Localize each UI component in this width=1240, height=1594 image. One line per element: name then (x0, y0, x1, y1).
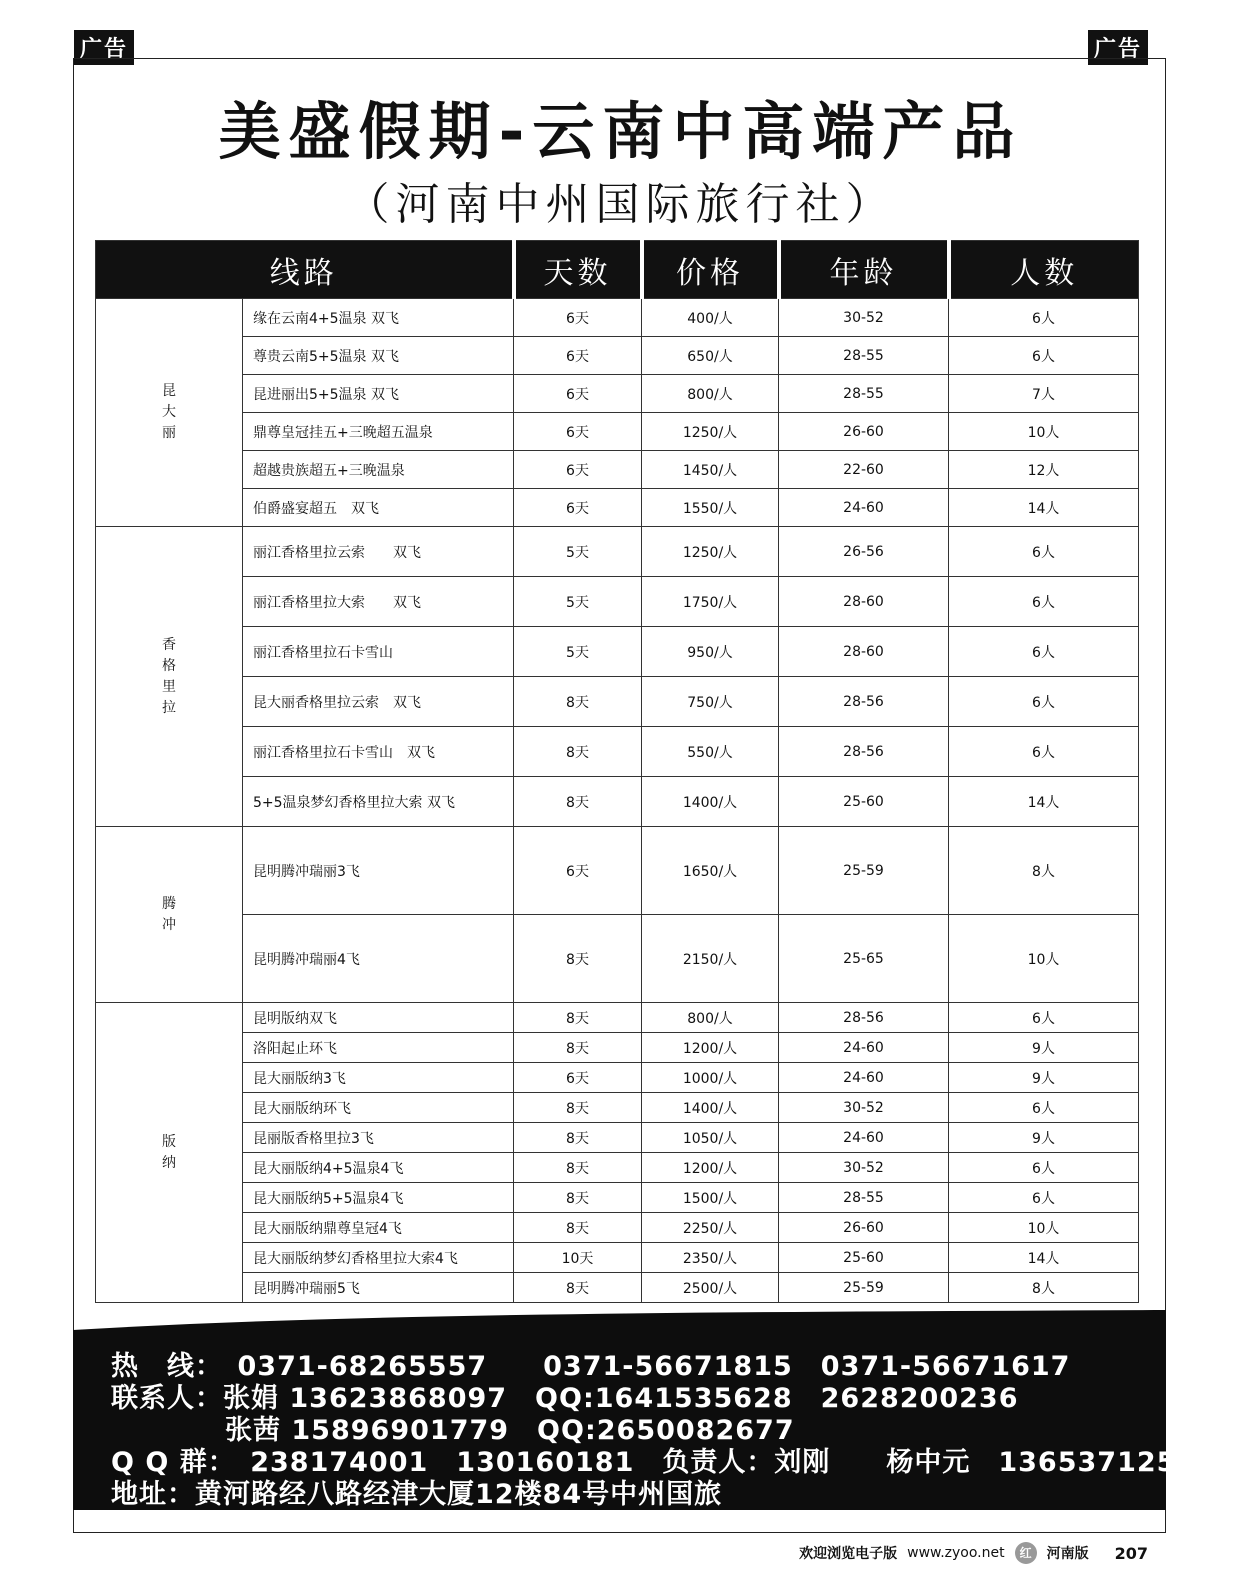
header-price: 价格 (642, 241, 779, 299)
price-cell: 1450/人 (642, 451, 779, 489)
people-cell: 6人 (949, 1183, 1139, 1213)
route-name: 昆大丽版纳5+5温泉4飞 (243, 1183, 514, 1213)
route-name: 昆明腾冲瑞丽5飞 (243, 1273, 514, 1303)
region-label (96, 527, 243, 827)
route-name: 丽江香格里拉石卡雪山 双飞 (243, 727, 514, 777)
table-row (96, 1243, 1139, 1273)
days-cell: 8天 (514, 727, 642, 777)
route-name: 昆进丽出5+5温泉 双飞 (243, 375, 514, 413)
price-cell: 1500/人 (642, 1183, 779, 1213)
price-cell: 2150/人 (642, 915, 779, 1003)
page-number: 207 (1114, 1543, 1148, 1563)
age-cell: 25-59 (779, 1273, 949, 1303)
route-name: 昆大丽版纳3飞 (243, 1063, 514, 1093)
days-cell: 8天 (514, 677, 642, 727)
age-cell: 30-52 (779, 299, 949, 337)
price-cell: 1400/人 (642, 777, 779, 827)
days-cell: 6天 (514, 299, 642, 337)
table-row (96, 451, 1139, 489)
price-cell: 400/人 (642, 299, 779, 337)
days-cell: 8天 (514, 1183, 642, 1213)
contact-line-1: 联系人：张娟 13623868097 QQ:1641535628 2628200236 (111, 1383, 1019, 1414)
address-line: 地址：黄河路经八路经津大厦12楼84号中州国旅 (111, 1479, 723, 1510)
table-row (96, 489, 1139, 527)
header-age: 年龄 (779, 241, 949, 299)
hotline-line: 热 线： 0371-68265557 0371-56671815 0371-56671617 (111, 1351, 1071, 1382)
table-row (96, 1033, 1139, 1063)
table-row (96, 1273, 1139, 1303)
price-cell: 1550/人 (642, 489, 779, 527)
people-cell: 9人 (949, 1033, 1139, 1063)
price-cell: 950/人 (642, 627, 779, 677)
price-cell: 650/人 (642, 337, 779, 375)
table-row (96, 299, 1139, 337)
age-cell: 28-56 (779, 677, 949, 727)
age-cell: 24-60 (779, 1033, 949, 1063)
route-name: 丽江香格里拉云索 双飞 (243, 527, 514, 577)
people-cell: 6人 (949, 627, 1139, 677)
table-row (96, 527, 1139, 577)
routes-table (95, 240, 1139, 1303)
days-cell: 8天 (514, 777, 642, 827)
days-cell: 5天 (514, 627, 642, 677)
price-cell: 1200/人 (642, 1153, 779, 1183)
days-cell: 8天 (514, 1213, 642, 1243)
table-row (96, 915, 1139, 1003)
days-cell: 5天 (514, 577, 642, 627)
route-name: 昆丽版香格里拉3飞 (243, 1123, 514, 1153)
days-cell: 8天 (514, 1153, 642, 1183)
route-name: 伯爵盛宴超五 双飞 (243, 489, 514, 527)
people-cell: 14人 (949, 489, 1139, 527)
route-name: 5+5温泉梦幻香格里拉大索 双飞 (243, 777, 514, 827)
people-cell: 8人 (949, 827, 1139, 915)
people-cell: 6人 (949, 1093, 1139, 1123)
price-cell: 2250/人 (642, 1213, 779, 1243)
people-cell: 9人 (949, 1123, 1139, 1153)
table-row (96, 677, 1139, 727)
header-people: 人数 (949, 241, 1139, 299)
people-cell: 6人 (949, 577, 1139, 627)
table-row (96, 827, 1139, 915)
table-row (96, 413, 1139, 451)
header-route: 线路 (96, 241, 514, 299)
table-row (96, 1063, 1139, 1093)
price-cell: 1200/人 (642, 1033, 779, 1063)
table-row (96, 375, 1139, 413)
table-row (96, 777, 1139, 827)
days-cell: 6天 (514, 1063, 642, 1093)
contact-panel (73, 1330, 1217, 1510)
people-cell: 9人 (949, 1063, 1139, 1093)
price-cell: 2500/人 (642, 1273, 779, 1303)
days-cell: 8天 (514, 1123, 642, 1153)
price-cell: 800/人 (642, 1003, 779, 1033)
people-cell: 6人 (949, 299, 1139, 337)
price-cell: 1650/人 (642, 827, 779, 915)
people-cell: 14人 (949, 1243, 1139, 1273)
age-cell: 24-60 (779, 489, 949, 527)
table-row (96, 337, 1139, 375)
route-name: 昆大丽版纳4+5温泉4飞 (243, 1153, 514, 1183)
days-cell: 6天 (514, 375, 642, 413)
route-name: 丽江香格里拉大索 双飞 (243, 577, 514, 627)
page-title: 美盛假期-云南中高端产品 (218, 95, 1023, 168)
people-cell: 6人 (949, 1003, 1139, 1033)
days-cell: 5天 (514, 527, 642, 577)
region-text: 版纳 (162, 1133, 176, 1171)
ad-tag-left: 广告 (74, 30, 134, 65)
route-name: 昆明腾冲瑞丽4飞 (243, 915, 514, 1003)
route-name: 昆大丽版纳梦幻香格里拉大索4飞 (243, 1243, 514, 1273)
price-cell: 1750/人 (642, 577, 779, 627)
days-cell: 8天 (514, 1273, 642, 1303)
region-label (96, 299, 243, 527)
days-cell: 10天 (514, 1243, 642, 1273)
footer-edition: 河南版 (1046, 1546, 1089, 1562)
age-cell: 28-55 (779, 375, 949, 413)
people-cell: 10人 (949, 413, 1139, 451)
people-cell: 12人 (949, 451, 1139, 489)
age-cell: 30-52 (779, 1153, 949, 1183)
people-cell: 6人 (949, 1153, 1139, 1183)
people-cell: 8人 (949, 1273, 1139, 1303)
price-cell: 1400/人 (642, 1093, 779, 1123)
route-name: 昆明版纳双飞 (243, 1003, 514, 1033)
route-name: 昆大丽版纳环飞 (243, 1093, 514, 1123)
age-cell: 24-60 (779, 1063, 949, 1093)
price-cell: 2350/人 (642, 1243, 779, 1273)
people-cell: 6人 (949, 337, 1139, 375)
table-row (96, 577, 1139, 627)
price-cell: 1000/人 (642, 1063, 779, 1093)
contact-line-2: 张茜 15896901779 QQ:2650082677 (225, 1415, 795, 1446)
table-row (96, 1123, 1139, 1153)
price-cell: 800/人 (642, 375, 779, 413)
age-cell: 24-60 (779, 1123, 949, 1153)
ad-tag-right: 广告 (1088, 30, 1148, 65)
age-cell: 28-60 (779, 627, 949, 677)
people-cell: 14人 (949, 777, 1139, 827)
price-cell: 550/人 (642, 727, 779, 777)
table-row (96, 1003, 1139, 1033)
region-label (96, 1003, 243, 1303)
table-row (96, 627, 1139, 677)
age-cell: 25-60 (779, 777, 949, 827)
route-name: 超越贵族超五+三晚温泉 (243, 451, 514, 489)
region-label (96, 827, 243, 1003)
price-cell: 1250/人 (642, 527, 779, 577)
region-text: 香格里拉 (162, 636, 176, 716)
table-row (96, 1213, 1139, 1243)
route-name: 昆大丽版纳鼎尊皇冠4飞 (243, 1213, 514, 1243)
page-footer (799, 1542, 1148, 1564)
qq-group-line: Q Q 群： 238174001 130160181 负责人：刘刚 杨中元 13653712583 (111, 1447, 1217, 1478)
people-cell: 10人 (949, 1213, 1139, 1243)
people-cell: 7人 (949, 375, 1139, 413)
table-row (96, 1093, 1139, 1123)
route-name: 缘在云南4+5温泉 双飞 (243, 299, 514, 337)
edition-logo-icon: 红 (1015, 1542, 1037, 1564)
route-name: 鼎尊皇冠挂五+三晚超五温泉 (243, 413, 514, 451)
region-text: 昆大丽 (162, 383, 176, 441)
table-row (96, 1153, 1139, 1183)
routes-body (96, 299, 1139, 1303)
price-cell: 750/人 (642, 677, 779, 727)
footer-welcome: 欢迎浏览电子版 (799, 1546, 898, 1562)
route-name: 昆明腾冲瑞丽3飞 (243, 827, 514, 915)
age-cell: 26-60 (779, 413, 949, 451)
region-text: 腾冲 (162, 895, 176, 933)
route-name: 丽江香格里拉石卡雪山 (243, 627, 514, 677)
days-cell: 8天 (514, 915, 642, 1003)
route-name: 洛阳起止环飞 (243, 1033, 514, 1063)
days-cell: 8天 (514, 1033, 642, 1063)
days-cell: 6天 (514, 413, 642, 451)
days-cell: 6天 (514, 337, 642, 375)
footer-url[interactable]: www.zyoo.net (907, 1545, 1005, 1561)
age-cell: 28-60 (779, 577, 949, 627)
people-cell: 6人 (949, 527, 1139, 577)
people-cell: 6人 (949, 677, 1139, 727)
age-cell: 25-60 (779, 1243, 949, 1273)
age-cell: 22-60 (779, 451, 949, 489)
table-row (96, 1183, 1139, 1213)
page-subtitle: （河南中州国际旅行社） (345, 179, 896, 230)
age-cell: 28-55 (779, 337, 949, 375)
people-cell: 10人 (949, 915, 1139, 1003)
table-header-row (96, 241, 1139, 299)
age-cell: 26-60 (779, 1213, 949, 1243)
age-cell: 28-56 (779, 1003, 949, 1033)
table-row (96, 727, 1139, 777)
route-name: 尊贵云南5+5温泉 双飞 (243, 337, 514, 375)
days-cell: 6天 (514, 451, 642, 489)
days-cell: 6天 (514, 827, 642, 915)
age-cell: 25-65 (779, 915, 949, 1003)
price-cell: 1050/人 (642, 1123, 779, 1153)
days-cell: 8天 (514, 1093, 642, 1123)
people-cell: 6人 (949, 727, 1139, 777)
days-cell: 6天 (514, 489, 642, 527)
age-cell: 28-55 (779, 1183, 949, 1213)
route-name: 昆大丽香格里拉云索 双飞 (243, 677, 514, 727)
days-cell: 8天 (514, 1003, 642, 1033)
age-cell: 30-52 (779, 1093, 949, 1123)
age-cell: 26-56 (779, 527, 949, 577)
header-days: 天数 (514, 241, 642, 299)
age-cell: 28-56 (779, 727, 949, 777)
age-cell: 25-59 (779, 827, 949, 915)
price-cell: 1250/人 (642, 413, 779, 451)
